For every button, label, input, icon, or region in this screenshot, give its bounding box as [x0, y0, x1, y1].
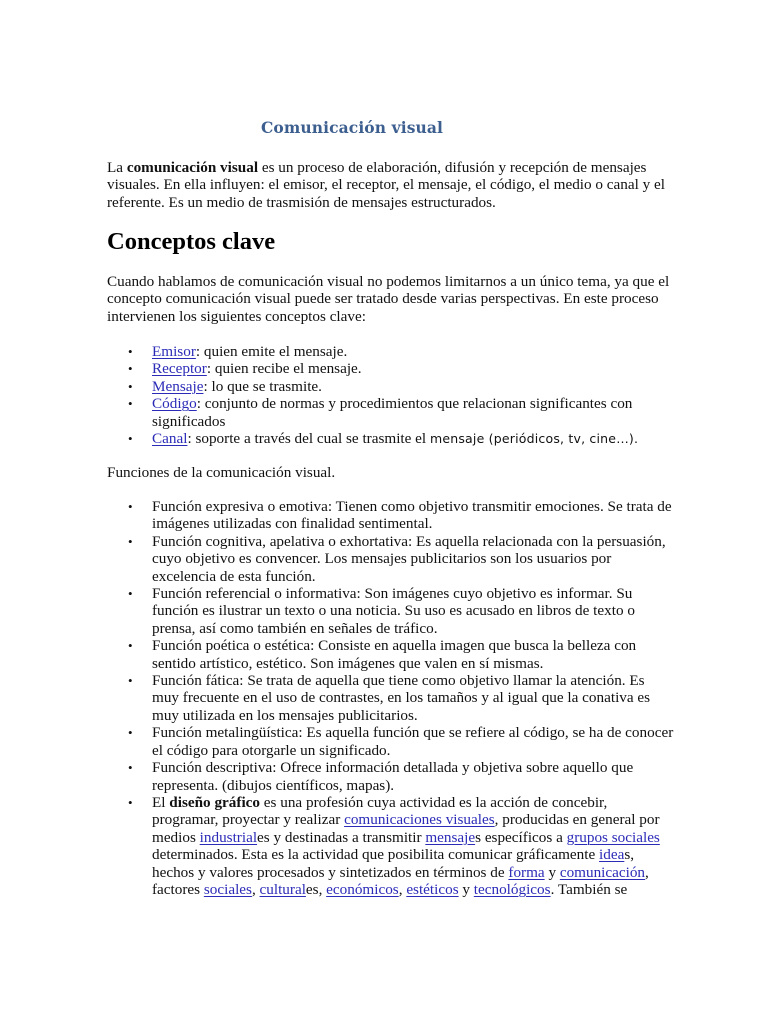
text: . También se: [550, 880, 628, 898]
funcion-text: Función cognitiva, apelativa o exhortativa: Es aquella relacionada con la persuasión, cuyo objetivo es convencer. Los mensajes publicitarios son los usuarios por excelencia de esta función.: [152, 532, 666, 585]
intro-rest: es un proceso de elaboración, difusión y recepción de mensajes visuales. En ella influyen: el emisor, el receptor, el mensaje, el código, el medio o canal y el referente. Es un medio de trasmisión de mensajes estructurados.: [107, 159, 665, 211]
bullet-icon: •: [128, 638, 133, 654]
bullet-icon: •: [128, 533, 133, 549]
funcion-text: Función fática: Se trata de aquella que tiene como objetivo llamar la atención. Es muy frecuente en el uso de contrastes, en los tamaños y al igual que la conativa es muy utilizada en los mensajes publicitarios.: [152, 672, 651, 724]
link-economicos[interactable]: económicos: [326, 880, 399, 898]
intro-bold-term: comunicación visual: [126, 159, 259, 176]
list-item: [107, 395, 647, 430]
funcion-text: Función referencial o informativa: Son imágenes cuyo objetivo es informar. Su función es ilustrar un texto o una noticia. Su uso es acusado en libros de texto o prensa, así como también en señales de tráfico.: [152, 585, 635, 637]
bullet-icon: •: [128, 673, 133, 689]
link-forma[interactable]: forma: [508, 863, 545, 881]
concept-text: : soporte a través del cual se trasmite el: [187, 430, 430, 448]
list-item-diseno-grafico: [107, 794, 675, 898]
funcion-text: Función descriptiva: Ofrece información detallada y objetiva sobre aquello que representa. (dibujos científicos, mapas).: [152, 759, 634, 794]
funciones-list: [107, 498, 675, 898]
concept-text: : lo que se trasmite.: [203, 377, 322, 395]
link-comunicaciones-visuales[interactable]: comunicaciones visuales: [344, 811, 495, 829]
bullet-icon: •: [128, 586, 133, 602]
list-item: [107, 430, 647, 447]
heading-conceptos-clave: Conceptos clave: [107, 228, 276, 255]
text: es y destinadas a transmitir: [257, 828, 426, 846]
text: , factores: [152, 863, 649, 898]
link-tecnologicos[interactable]: tecnológicos: [473, 880, 551, 898]
intro-paragraph: [107, 159, 672, 211]
bullet-icon: •: [128, 378, 133, 394]
text: y: [458, 880, 474, 898]
text: ,: [251, 880, 260, 898]
text: y: [544, 863, 560, 881]
list-item: [107, 378, 647, 395]
concept-text: : conjunto de normas y procedimientos que relacionan significantes con significados: [152, 395, 633, 430]
text: s específicos a: [475, 828, 567, 846]
text: , producidas en general por medios: [152, 811, 660, 846]
bold-diseno-grafico: diseño gráfico: [169, 793, 260, 811]
link-industrial[interactable]: industrial: [199, 828, 258, 846]
funcion-text: Función poética o estética: Consiste en aquella imagen que busca la belleza con sentido artístico, estético. Son imágenes que valen en sí mismas.: [152, 637, 637, 672]
concepts-list: [107, 343, 647, 447]
list-item: [107, 672, 675, 724]
bullet-icon: •: [128, 396, 133, 412]
link-emisor[interactable]: Emisor: [152, 343, 196, 360]
document-title: Comunicación visual: [261, 118, 444, 137]
link-codigo[interactable]: Código: [152, 395, 197, 413]
text: ,: [398, 880, 407, 898]
concept-text-tail: mensaje (periódicos, tv, cine…).: [429, 431, 639, 447]
link-comunicacion[interactable]: comunicación: [559, 863, 646, 881]
list-item: [107, 637, 675, 672]
text: es una profesión cuya actividad es la acción de concebir, programar, proyectar y realizar: [152, 793, 608, 829]
link-sociales[interactable]: sociales: [203, 880, 252, 898]
text: El: [152, 793, 170, 811]
funcion-text: Función metalingüística: Es aquella función que se refiere al código, se ha de conocer el código para otorgarle un significado.: [152, 724, 674, 759]
concept-text: : quien recibe el mensaje.: [206, 360, 362, 378]
list-item: [107, 724, 675, 759]
link-idea[interactable]: idea: [599, 846, 625, 864]
bullet-icon: •: [128, 760, 133, 776]
concept-text: : quien emite el mensaje.: [195, 343, 348, 360]
list-item: [107, 759, 675, 794]
bullet-icon: •: [128, 794, 133, 810]
intro-prefix: La: [107, 159, 127, 176]
bullet-icon: •: [128, 361, 133, 377]
bullet-icon: •: [128, 344, 133, 359]
bullet-icon: •: [128, 431, 133, 447]
list-item: [107, 343, 647, 360]
link-canal[interactable]: Canal: [152, 430, 188, 448]
text: s, hechos y valores procesados y sintetizados en términos de: [152, 846, 635, 881]
link-cultural[interactable]: cultural: [259, 880, 306, 898]
list-item: [107, 498, 675, 533]
link-mensaje[interactable]: Mensaje: [152, 377, 204, 395]
concepts-paragraph: Cuando hablamos de comunicación visual no podemos limitarnos a un único tema, ya que el concepto comunicación visual puede ser tratado desde varias perspectivas. En este proceso intervienen los siguientes conceptos clave:: [107, 273, 670, 325]
funciones-intro: Funciones de la comunicación visual.: [107, 464, 336, 481]
list-item: [107, 533, 675, 585]
link-grupos-sociales[interactable]: grupos sociales: [566, 828, 660, 846]
link-receptor[interactable]: Receptor: [152, 360, 207, 378]
list-item: [107, 585, 675, 637]
bullet-icon: •: [128, 725, 133, 741]
text: determinados. Esta es la actividad que posibilita comunicar gráficamente: [152, 846, 600, 864]
list-item: [107, 360, 647, 377]
funcion-text: Función expresiva o emotiva: Tienen como objetivo transmitir emociones. Se trata de imágenes utilizadas con finalidad sentimental.: [152, 498, 672, 533]
text: es,: [305, 880, 327, 898]
link-mensaje-inline[interactable]: mensaje: [425, 828, 476, 846]
link-esteticos[interactable]: estéticos: [406, 880, 459, 898]
bullet-icon: •: [128, 499, 133, 514]
